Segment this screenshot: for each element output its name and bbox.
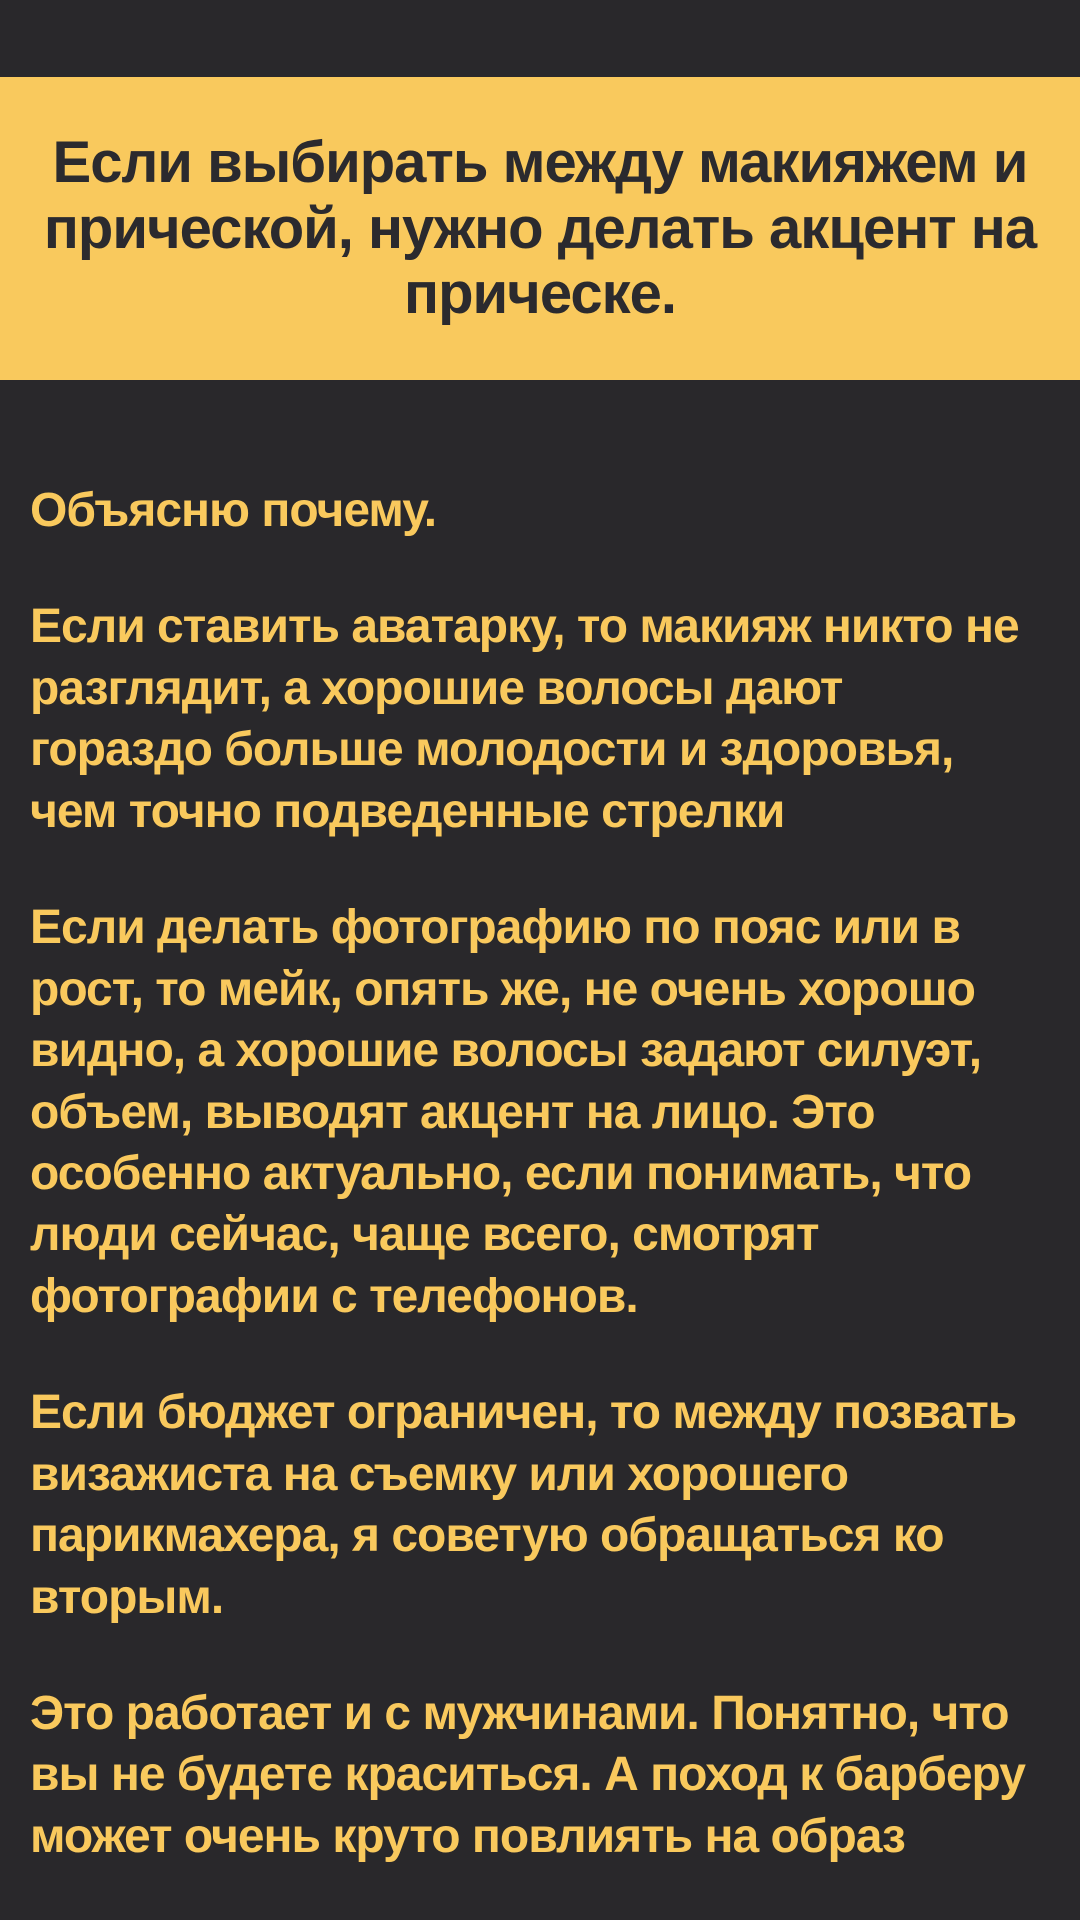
headline-text: Если выбирать между макияжем и прической, нужно делать акцент на прическе. (43, 130, 1037, 327)
body-paragraph: Если делать фотографию по пояс или в рост, то мейк, опять же, не очень хорошо видно, а хорошие волосы задают силуэт, объем, выводят акцент на лицо. Это особенно актуально, если понимать, что люди сейчас, чаще всего, смотрят фотографии с телефонов. (30, 901, 982, 1323)
body-paragraph: Если ставить аватарку, то макияж никто не разглядит, а хорошие волосы дают гораздо больше молодости и здоровья, чем точно подведенные стрелки (30, 600, 1019, 838)
body-text (0, 380, 1080, 1920)
body-paragraph: Если бюджет ограничен, то между позвать визажиста на съемку или хорошего парикмахера, я советую обращаться ко вторым. (30, 1386, 1017, 1624)
body-paragraph: Это работает и с мужчинами. Понятно, что вы не будете краситься. А поход к барберу может очень круто повлиять на образ (30, 1687, 1025, 1863)
headline-band (0, 77, 1080, 380)
body-paragraph: Объясню почему. (30, 484, 437, 537)
top-strip (0, 0, 1080, 77)
